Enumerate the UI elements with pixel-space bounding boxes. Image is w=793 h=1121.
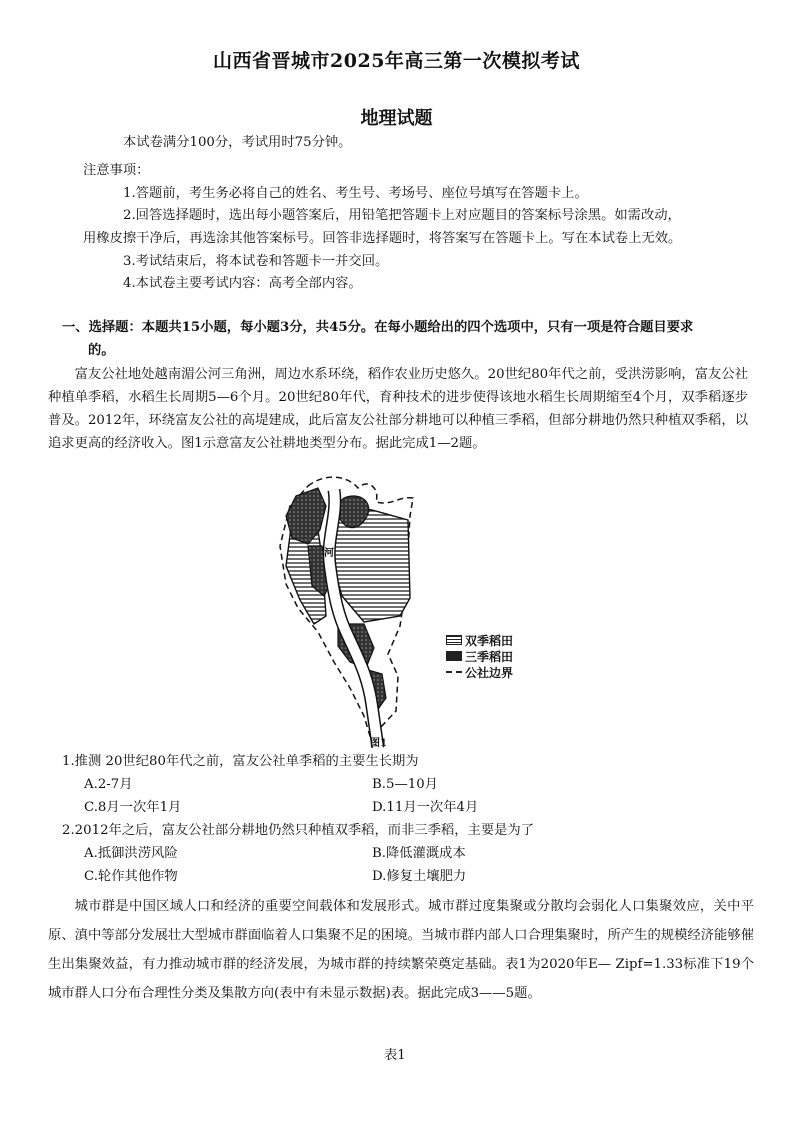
- question-1-option-b: B.5—10月: [372, 777, 438, 792]
- figure-1-map: [268, 466, 548, 748]
- note-1: 1.答题前，考生务必将自己的姓名、考生号、考场号、座位号填写在答题卡上。: [123, 186, 588, 201]
- section-heading: 一、选择题：本题共15小题，每小题3分，共45分。在每小题给出的四个选项中，只有一项是符合题目要求: [62, 320, 694, 335]
- question-2-option-b: B.降低灌溉成本: [372, 846, 466, 861]
- note-2b: 用橡皮擦干净后，再选涂其他答案标号。回答非选择题时，将答案写在答题卡上。写在本试卷上无效。: [83, 231, 682, 246]
- question-1-option-c: C.8月一次年1月: [84, 800, 182, 815]
- note-3: 3.考试结束后，将本试卷和答题卡一并交回。: [123, 254, 389, 269]
- figure-caption: 图1: [370, 738, 387, 749]
- note-4: 4.本试卷主要考试内容：高考全部内容。: [123, 276, 362, 291]
- note-2a: 2.回答选择题时，选出每小题答案后，用铅笔把答题卡上对应题目的答案标号涂黑。如需改动，: [123, 208, 681, 223]
- question-1-option-d: D.11月一次年4月: [372, 800, 479, 815]
- notes-heading: 注意事项：: [83, 163, 150, 178]
- legend-dash-swatch: [446, 671, 462, 673]
- exam-info: 本试卷满分100分，考试用时75分钟。: [123, 135, 352, 150]
- question-2-option-d: D.修复土壤肥力: [372, 869, 467, 884]
- question-1-stem: 1.推测 20世纪80年代之前，富友公社单季稻的主要生长期为: [62, 754, 419, 769]
- river-label: 河: [324, 548, 334, 559]
- legend-hatch-swatch: [446, 635, 462, 645]
- question-2-option-c: C.轮作其他作物: [84, 869, 178, 884]
- passage-2: 城市群是中国区域人口和经济的重要空间载体和发展形式。城市群过度集聚或分散均会弱化人口集聚效应，关中平原、滇中等部分发展壮大型城市群面临着人口集聚不足的困境。当城市群内部人口合理集聚时，所产生的规模经济能够催生出集聚效益，有力推动城市群的经济发展，为城市群的持续繁荣奠定基础。表1为2020年E— Zipf=1.33标准下19个城市群人口分布合理性分类及集散方向(表中有未显示数据)表。据此完成3——5题。: [48, 899, 754, 1001]
- question-1-option-a: A.2-7月: [84, 777, 133, 792]
- question-2-option-a: A.抵御洪涝风险: [84, 846, 178, 861]
- question-2-stem: 2.2012年之后，富友公社部分耕地仍然只种植双季稻，而非三季稻，主要是为了: [62, 823, 535, 838]
- legend-triple: 三季稻田: [446, 648, 513, 664]
- legend-boundary: 公社边界: [446, 664, 513, 680]
- legend-dark-swatch: [446, 651, 462, 661]
- page-title: 山西省晋城市2025年高三第一次模拟考试: [213, 50, 580, 72]
- page-subtitle: 地理试题: [360, 108, 433, 129]
- table-1-caption: 表1: [384, 1048, 406, 1063]
- triple-crop-area-1: [286, 488, 326, 544]
- passage-1: 富友公社地处越南湄公河三角洲，周边水系环绕，稻作农业历史悠久。20世纪80年代之前，受洪涝影响，富友公社种植单季稻，水稻生长周期5—6个月。20世纪80年代，育种技术的进步使得该地水稻生长周期缩至4个月，双季稻逐步普及。2012年，环绕富友公社的高堤建成，此后富友公社部分耕地可以种植三季稻，但部分耕地仍然只种植双季稻，以追求更高的经济收入。图1示意富友公社耕地类型分布。据此完成1—2题。: [48, 367, 748, 451]
- legend: [446, 632, 513, 680]
- section-heading-cont: 的。: [88, 343, 115, 358]
- legend-double: 双季稻田: [446, 632, 513, 648]
